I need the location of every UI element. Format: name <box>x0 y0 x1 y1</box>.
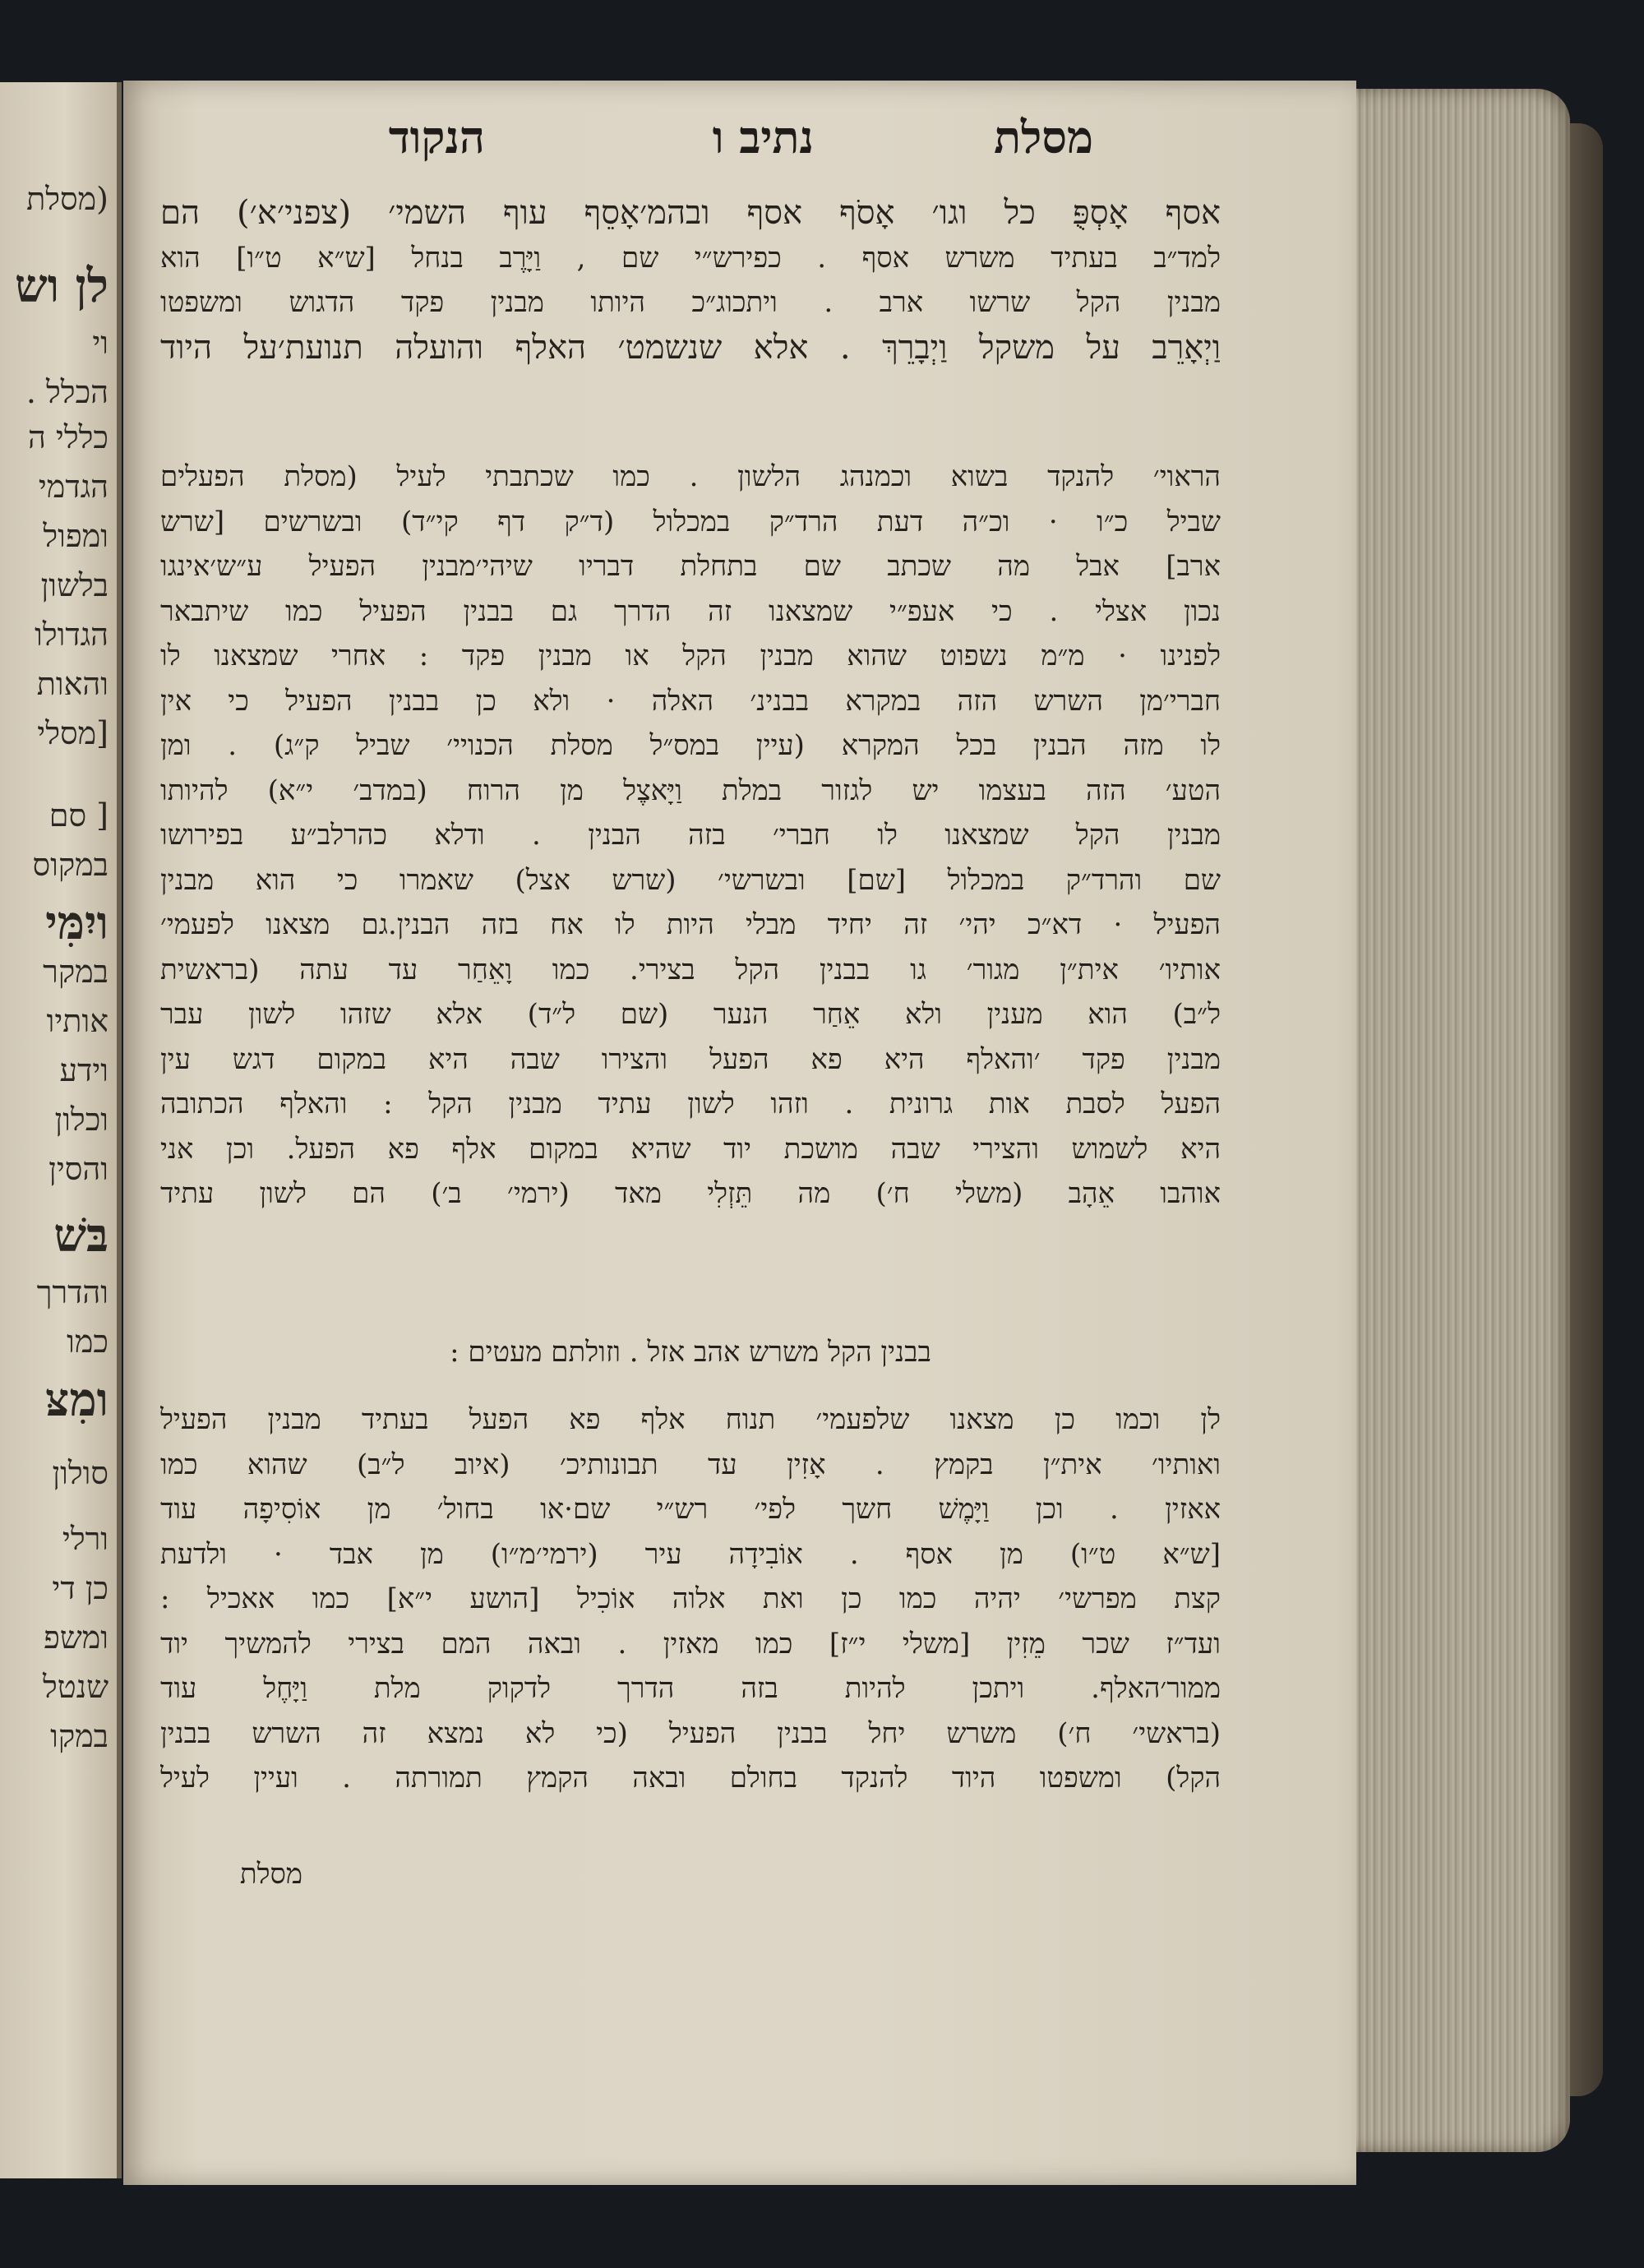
left-page-fragment: אותיו <box>46 1003 109 1039</box>
left-page-fragment: במקר <box>43 954 109 990</box>
text-line: למד״ב בעתיד משרש אסף . כפירש״י שם , וַיָּרֶב בנחל [ש״א ט״ו] הוא <box>160 241 1221 275</box>
text-line: ארב] אבל מה שכתב שם בתחלת דבריו שיהי׳מבנין הפעיל ע״ש׳אינגו <box>160 550 1221 583</box>
text-line: ועד״ז שכר מֵזִין [משלי י״ז] כמו מאזין . ובאה המם בצירי להמשיך יוד <box>160 1627 1221 1661</box>
left-page-fragment: שנטל <box>43 1669 109 1705</box>
text-line: אוהבו אֵהָב (משלי ח׳) מה תֵּזְלִי מאד (ירמי׳ ב׳) הם לשון עתיד <box>160 1177 1221 1210</box>
text-line: חברי׳מן השרש הזה במקרא בבנינ׳ האלה · ולא כן בבנין הפעיל כי אין <box>160 684 1221 718</box>
left-page-fragment: בלשון <box>40 567 109 603</box>
text-line: הפעל לסבת אות גרונית . וזהו לשון עתיד מבנין הקל : והאלף הכתובה <box>160 1088 1221 1120</box>
text-line: לן וכמו כן מצאנו שלפעמי׳ תנוח אלף פא הפעל בעתיד מבנין הפעיל <box>160 1403 1221 1436</box>
text-line: לפנינו · מ״מ נשפוט שהוא מבנין הקל או מבנין פקד : אחרי שמצאנו לו <box>160 640 1221 672</box>
text-line: הטע׳ הזה בעצמו יש לגזור במלת וַיָּאצֶל מן הרוח (במדב׳ י״א) להיותו <box>160 774 1221 807</box>
left-page-fragment: והאות <box>36 666 109 702</box>
text-line: לו מזה הבנין בכל המקרא (עיין במס״ל מסלת הכנויי׳ שביל ק״ג) . ומן <box>160 729 1221 762</box>
header-path: נתיב ו <box>712 111 814 164</box>
text-line: הקל) ומשפטו היוד להנקד בחולם ובאה הקמץ תמורתה . ועיין לעיל <box>160 1762 1221 1795</box>
header-topic: הנקוד <box>388 111 485 164</box>
left-page-fragment: והדרך <box>36 1274 109 1310</box>
left-page-fragment: (מסלת <box>26 181 109 217</box>
left-page-fragment: בּשׁ <box>53 1208 109 1263</box>
text-line: אאזין . וכן וַיָּמֶשׁ חשך לפי׳ רש״י שם·או בחול׳ מן אוֹסִיפָה עוד <box>160 1493 1221 1526</box>
centered-line: בבנין הקל משרש אהב אזל . וזולתם מעטים : <box>450 1336 931 1369</box>
text-line: שביל כ״ו · וכ״ה דעת הרד״ק במכלול (ד״ק דף קי״ד) ובשרשים [שרש <box>160 505 1221 538</box>
left-page-fragment: הכלל . <box>25 374 109 410</box>
text-line: היא לשמוש והצירי שבה מושכת יוד שהיא במקום אלף פא הפעל. וכן אני <box>160 1132 1221 1166</box>
text-line: מבנין הקל שרשו ארב . ויתכוג״כ היותו מבנין פקד הדגוש ומשפטו <box>160 286 1221 319</box>
text-line: הראוי׳ להנקד בשוא וכמנהג הלשון . כמו שכתבתי לעיל (מסלת הפעלים <box>160 460 1221 493</box>
text-line: ואותיו׳ אית״ן בקמץ . אָזִין עד תבונותיכ׳ (איוב ל״ב) שהוא כמו <box>160 1448 1221 1481</box>
left-page-fragment: לן וש <box>15 259 109 313</box>
fore-edge <box>1340 89 1570 2152</box>
paragraph-1 <box>160 191 1221 370</box>
text-line: אותיו׳ אית״ן מגור׳ גו בבנין הקל בצירי. כמו וָאֵחַר עד עתה (בראשית <box>160 953 1221 986</box>
text-line: ל״ב) הוא מענין ולא אֵחַר הנער (שם ל״ד) אלא שזהו לשון עבר <box>160 998 1221 1031</box>
text-line: וַיְאָרֵב על משקל וַיְבָרֵךְ . אלא שנשמט׳ האלף והועלה תנועת׳על היוד <box>160 328 1221 367</box>
left-page-fragment: ויִמִּי <box>45 896 109 950</box>
text-line: נכון אצלי . כי אעפ״י שמצאנו זה הדרך גם בבנין הפעיל כמו שיתבאר <box>160 594 1221 628</box>
header-section: מסלת <box>994 111 1093 164</box>
left-page-fragment: כן די <box>52 1570 109 1606</box>
text-line: [ש״א ט״ו) מן אסף . אוֹבִידָה עיר (ירמי׳מ״ו) מן אבד · ולדעת <box>160 1537 1221 1571</box>
catchword: מסלת <box>239 1858 303 1891</box>
text-line: שם והרד״ק במכלול [שם] ובשרשי׳ (שרש אצל) שאמרו כי הוא מבנין <box>160 863 1221 897</box>
paragraph-2 <box>160 455 1221 1217</box>
left-page-fragment: והסין <box>48 1151 109 1187</box>
centered-line-block <box>160 1330 1221 1375</box>
text-line: אסף אָסְפֻּ כל וגו׳ אָסֹף אסף ובהמ׳אָסֵף עוף השמי׳ (צפני׳א׳) הם <box>160 194 1221 232</box>
text-line: ממור׳האלף. ויתכן להיות בזה הדרך לדקוק מלת וַיָּחֶל עוד <box>160 1672 1221 1705</box>
left-page-fragment: כללי ה <box>27 419 109 455</box>
left-page-fragment: ומפול <box>43 518 109 554</box>
left-page-fragment: ומִצּ <box>45 1373 109 1427</box>
left-page-fragment: במקוס <box>32 847 109 883</box>
text-line: (בראשי׳ ח׳) משרש יחל בבנין הפעיל (כי לא נמצא זה השרש בבנין <box>160 1716 1221 1750</box>
left-page-fragment: וכלון <box>54 1102 109 1138</box>
left-page-fragment: סולון <box>52 1455 109 1491</box>
left-page-fragment: כמו <box>67 1323 109 1360</box>
paragraph-3 <box>160 1397 1221 1801</box>
left-page-fragment: וידע <box>59 1052 109 1088</box>
running-header <box>271 111 1093 169</box>
text-line: מבנין פקד ׳והאלף היא פא הפעל והצירו שבה היא במקום דגש עין <box>160 1042 1221 1076</box>
left-page <box>0 82 122 2178</box>
left-page-fragment: וי <box>92 325 109 361</box>
left-page-fragment: במקו <box>50 1718 109 1754</box>
left-page-fragment: ומשפ <box>43 1619 109 1656</box>
left-page-fragment: ורלי <box>62 1521 109 1557</box>
text-line: מבנין הקל שמצאנו לו חברי׳ בזה הבנין . ודלא כהרלב״ע בפירושו <box>160 819 1221 852</box>
left-page-fragment: [מסלי <box>37 715 109 751</box>
left-page-fragment: [ סם <box>48 797 109 834</box>
left-page-fragment: הגדמי <box>38 469 109 505</box>
text-line: קצת מפרשי׳ יהיה כמו כן ואת אלוה אוֹכִיל [הושע י״א] כמו אאכיל : <box>160 1582 1221 1615</box>
text-line: הפעיל · דא״כ יהי׳ זה יחיד מבלי היות לו אח בזה הבנין.גם מצאנו לפעמי׳ <box>160 908 1221 941</box>
left-page-fragment: הגדולו <box>35 617 109 653</box>
